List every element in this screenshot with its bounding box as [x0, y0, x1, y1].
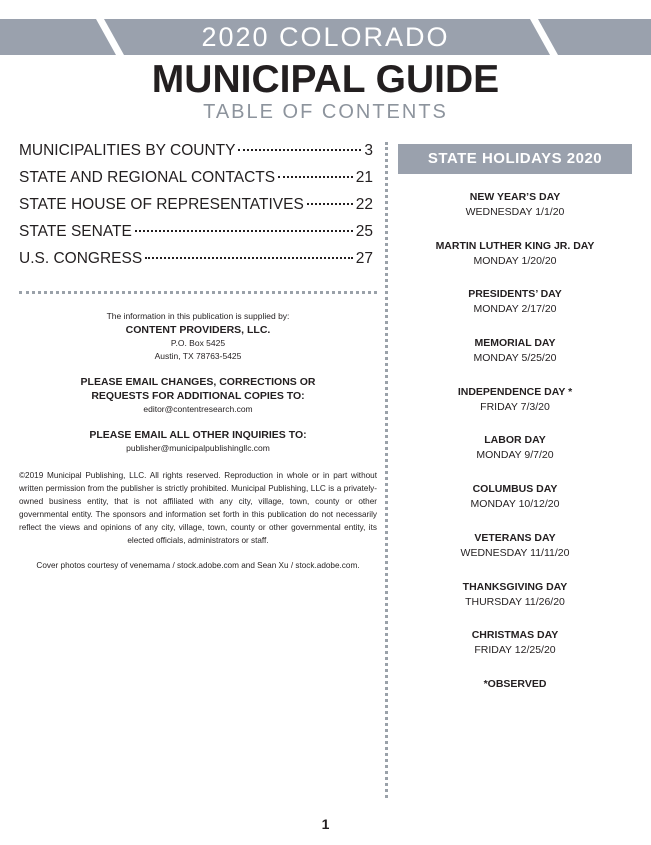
holiday-item: [398, 433, 632, 482]
vertical-dotted-divider: [385, 142, 388, 798]
holiday-name: INDEPENDENCE DAY *: [457, 385, 573, 398]
toc-entry[interactable]: [19, 169, 373, 196]
holiday-name: LABOR DAY: [484, 434, 546, 447]
company-po-box: P.O. Box 5425: [170, 338, 226, 348]
holiday-item: [398, 385, 632, 434]
holiday-date: THURSDAY 11/26/20: [465, 595, 565, 608]
holiday-date: WEDNESDAY 11/11/20: [460, 546, 570, 559]
state-holidays-header: STATE HOLIDAYS 2020: [398, 144, 632, 174]
holiday-item: [398, 531, 632, 580]
company-name: CONTENT PROVIDERS, LLC.: [125, 324, 271, 336]
holiday-item: [398, 287, 632, 336]
observed-note: *OBSERVED: [483, 677, 547, 690]
company-city: Austin, TX 78763-5425: [154, 351, 242, 361]
toc-entry[interactable]: [19, 196, 373, 223]
holiday-name: CHRISTMAS DAY: [471, 629, 559, 642]
toc-entry[interactable]: [19, 142, 373, 169]
inquiries-heading: PLEASE EMAIL ALL OTHER INQUIRIES TO:: [89, 429, 307, 441]
email-changes-heading: PLEASE EMAIL CHANGES, CORRECTIONS OR: [80, 376, 316, 388]
toc-leader-dots: [135, 230, 353, 232]
toc-entry-page: 25: [355, 223, 373, 240]
holiday-item: [398, 190, 632, 239]
toc-entry-label: STATE HOUSE OF REPRESENTATIVES: [19, 196, 304, 213]
table-of-contents: [19, 142, 373, 277]
holiday-date: MONDAY 2/17/20: [473, 303, 557, 316]
toc-leader-dots: [278, 176, 353, 178]
supplied-by-text: The information in this publication is supplied by:: [106, 311, 290, 321]
page-number: 1: [321, 816, 330, 832]
toc-entry-label: STATE AND REGIONAL CONTACTS: [19, 169, 276, 186]
toc-entry-label: MUNICIPALITIES BY COUNTY: [19, 142, 236, 159]
toc-entry[interactable]: [19, 223, 373, 250]
holiday-item: [398, 580, 632, 629]
toc-entry-label: U.S. CONGRESS: [19, 250, 143, 267]
editor-email-link[interactable]: editor@contentresearch.com: [143, 404, 253, 414]
email-changes-heading-line-2: REQUESTS FOR ADDITIONAL COPIES TO:: [91, 390, 305, 402]
holiday-name: PRESIDENTS’ DAY: [468, 288, 562, 301]
holiday-item: [398, 482, 632, 531]
publication-info: [19, 310, 377, 572]
holiday-name: VETERANS DAY: [474, 531, 556, 544]
holiday-date: WEDNESDAY 1/1/20: [465, 206, 565, 218]
holiday-date: MONDAY 1/20/20: [473, 254, 557, 267]
toc-entry-label: STATE SENATE: [19, 223, 132, 240]
holiday-date: FRIDAY 7/3/20: [480, 400, 550, 413]
holiday-date: FRIDAY 12/25/20: [474, 644, 556, 657]
cover-photo-credits: Cover photos courtesy of venemama / stock.adobe.com and Sean Xu / stock.adobe.com.: [36, 561, 360, 570]
banner-title: 2020 COLORADO: [201, 22, 450, 52]
holiday-name: THANKSGIVING DAY: [462, 580, 568, 593]
toc-leader-dots: [145, 257, 353, 259]
holiday-item: [398, 239, 632, 288]
toc-entry-page: 3: [364, 142, 373, 159]
toc-leader-dots: [238, 149, 361, 151]
legal-notice: ©2019 Municipal Publishing, LLC. All rights reserved. Reproduction in whole or in part without written permission from the publisher is strictly prohibited. Municipal Publishing, LLC is a privately-owned business entity, that is not affiliated with any city, village, town, county or other governmental entity. The sponsors and information set forth in this publication do not necessarily reflect the views and opinions of any city, village, town, county or other governmental entity, its elected officials, administrators or staff.: [19, 471, 377, 545]
holiday-item: [398, 336, 632, 385]
holiday-date: MONDAY 10/12/20: [470, 498, 560, 511]
page-subtitle: TABLE OF CONTENTS: [203, 101, 448, 123]
horizontal-dotted-divider: [19, 291, 377, 294]
holiday-name: MARTIN LUTHER KING JR. DAY: [435, 239, 595, 252]
holiday-date: MONDAY 9/7/20: [476, 449, 554, 462]
toc-leader-dots: [307, 203, 353, 205]
holiday-name: NEW YEAR’S DAY: [469, 191, 561, 203]
publisher-email-link[interactable]: publisher@municipalpublishingllc.com: [126, 443, 270, 453]
toc-entry-page: 22: [355, 196, 373, 213]
page-title: MUNICIPAL GUIDE: [151, 58, 500, 101]
toc-entry[interactable]: [19, 250, 373, 277]
holiday-date: MONDAY 5/25/20: [473, 352, 557, 365]
holiday-name: COLUMBUS DAY: [472, 483, 558, 496]
toc-entry-page: 21: [355, 169, 373, 186]
holiday-name: MEMORIAL DAY: [474, 337, 556, 350]
holiday-item: [398, 628, 632, 677]
state-holidays-list: [398, 190, 632, 692]
toc-entry-page: 27: [355, 250, 373, 267]
